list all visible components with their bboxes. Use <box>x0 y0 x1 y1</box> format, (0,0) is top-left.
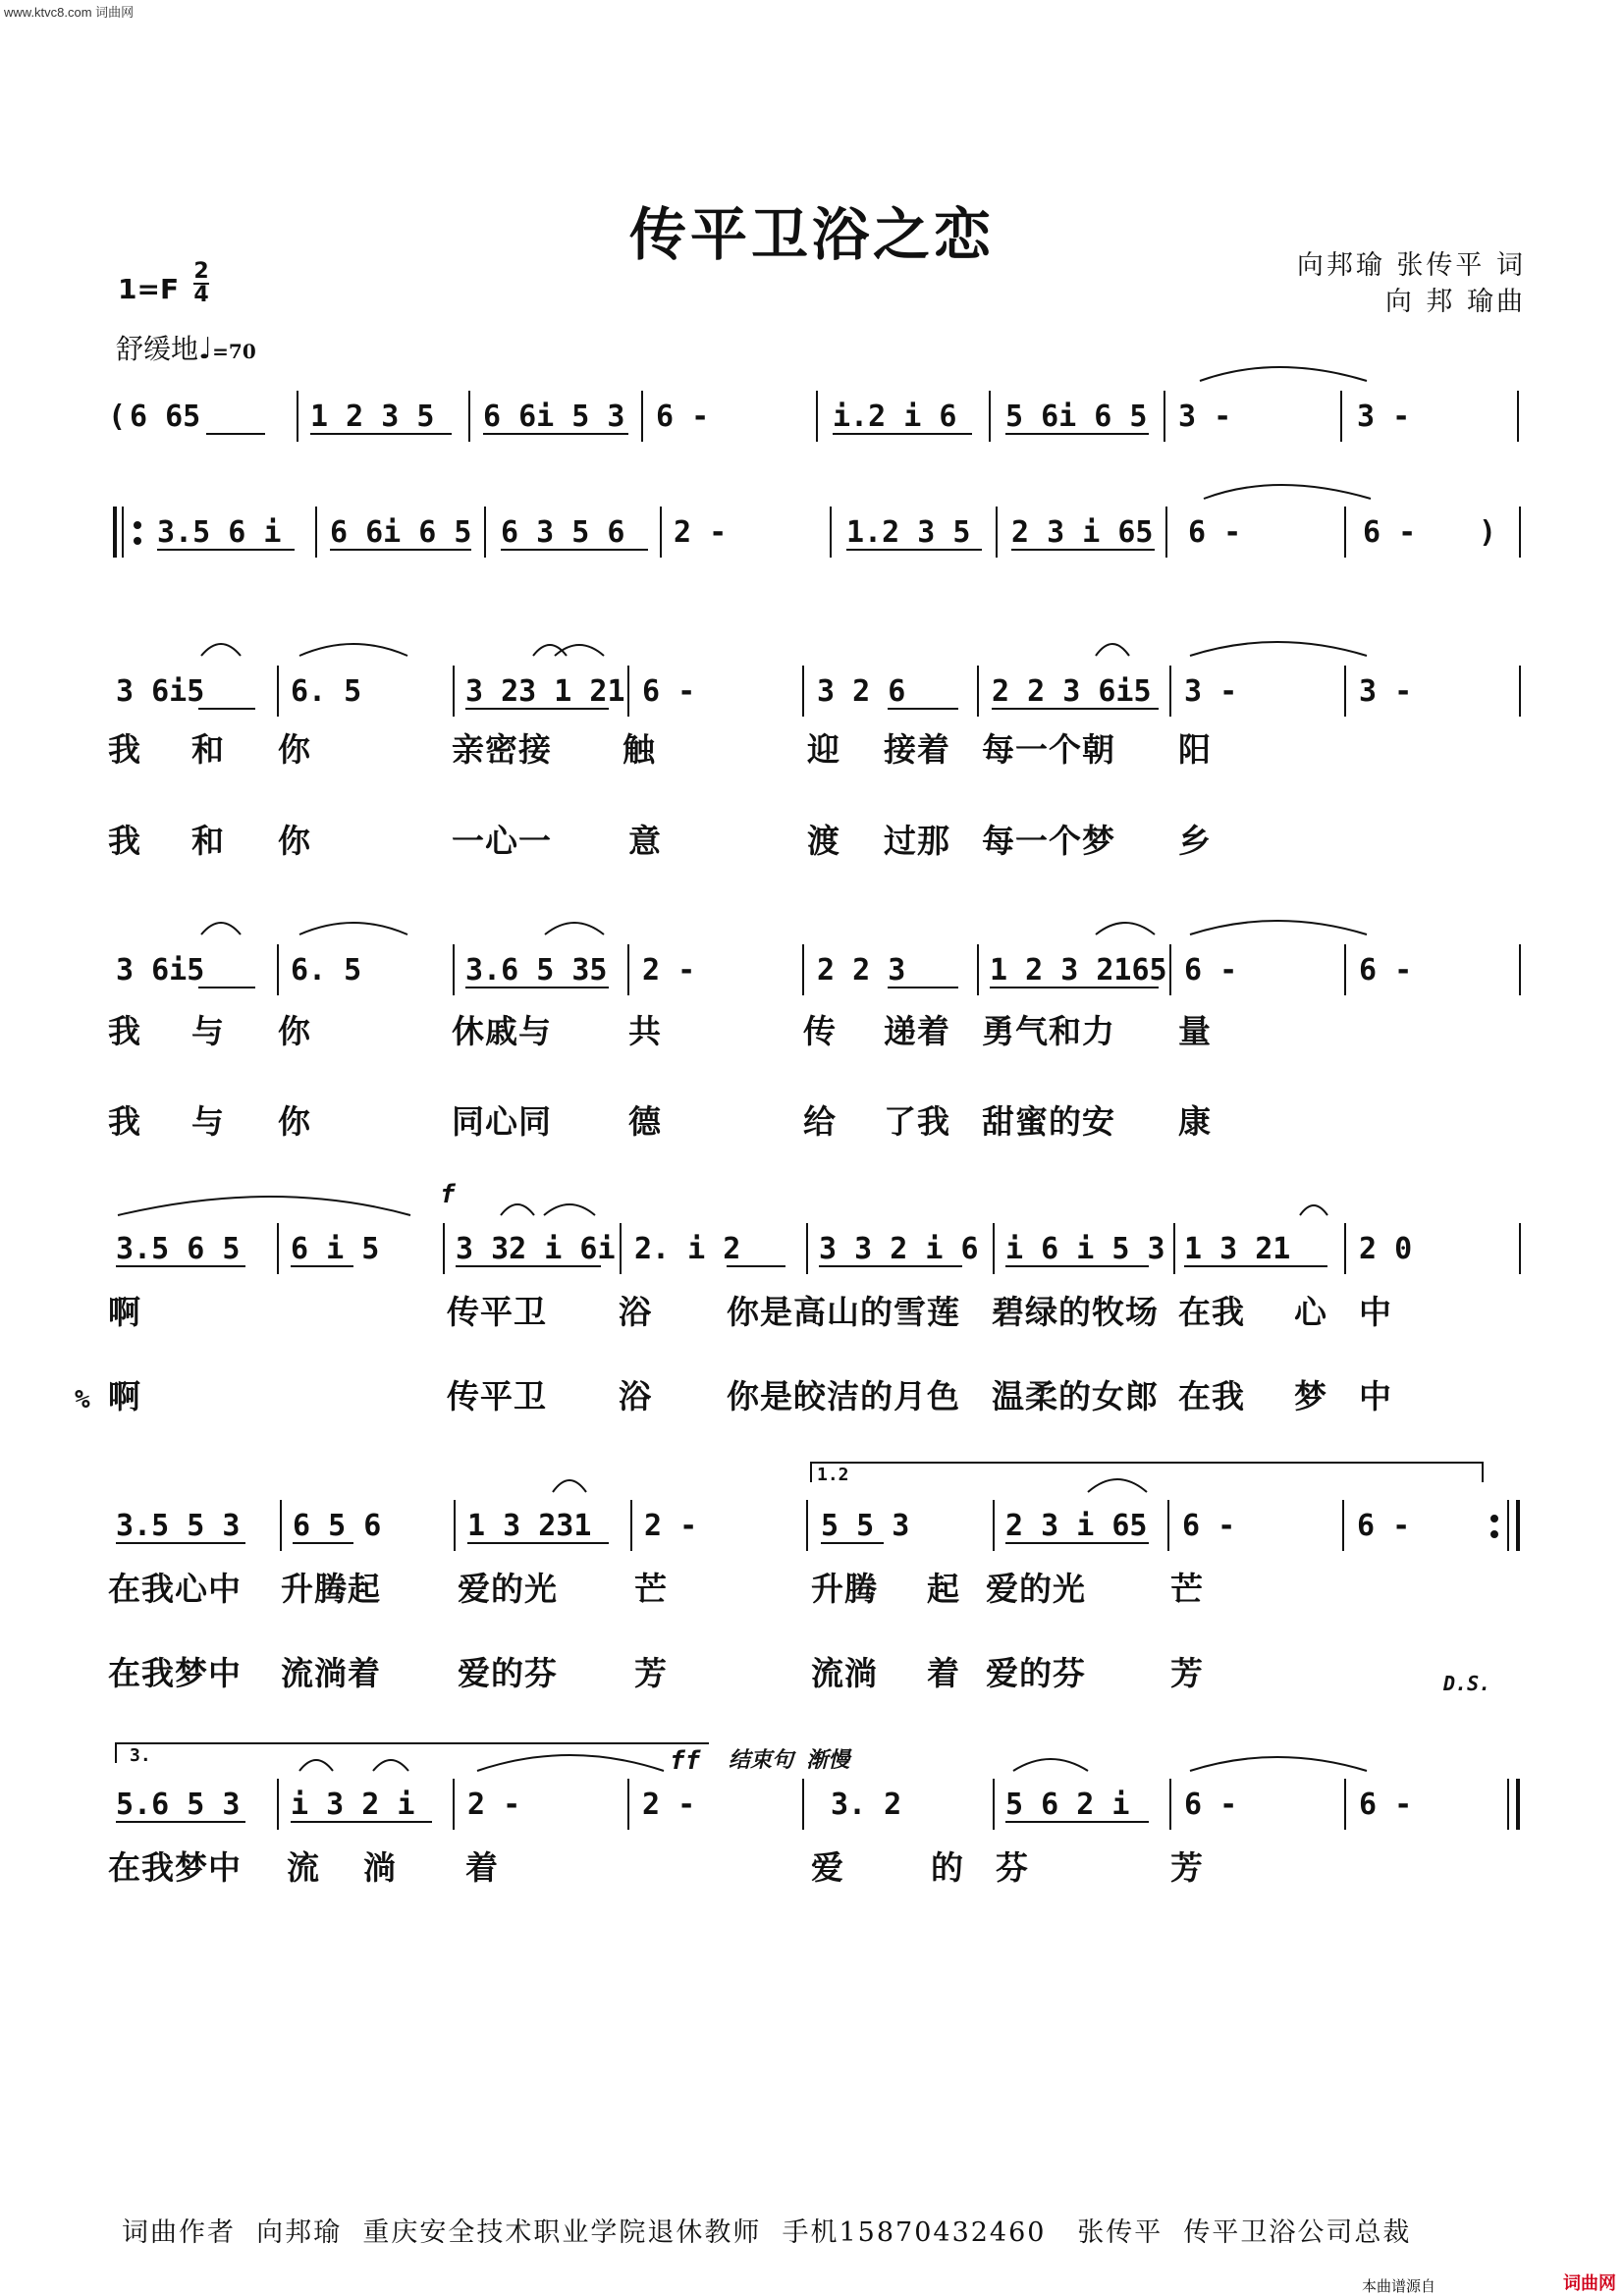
lyric: 爱的光 <box>458 1570 558 1608</box>
lyric: 渡 <box>807 822 840 860</box>
bar: 6 - <box>656 400 710 434</box>
bar: 3 - <box>1359 674 1413 709</box>
lyric: 每一个朝 <box>982 730 1115 769</box>
lyric: 与 <box>191 1102 225 1141</box>
ending-note: 结束句 渐慢 <box>729 1748 850 1773</box>
lyrics-chorus-a <box>108 1293 1392 1331</box>
notation-row-4 <box>116 953 1412 988</box>
dynamic-f: f <box>440 1180 456 1209</box>
source-label: 本曲谱源自 <box>1361 2277 1435 2295</box>
lyric: 了我 <box>884 1102 950 1141</box>
bar: 5 5 3 <box>821 1509 910 1543</box>
bar: 1 2 3 5 <box>310 400 435 434</box>
bar: 3 23 1 21 <box>465 674 625 709</box>
bar: 3.5 6 i <box>157 515 282 550</box>
lyrics-verse-2b <box>108 1102 1212 1141</box>
lyric: 在我梦中 <box>108 1654 242 1692</box>
bar: 1 3 231 <box>467 1509 592 1543</box>
lyric: 升腾 <box>811 1570 878 1608</box>
lyric: 爱的芬 <box>458 1654 558 1692</box>
lyric: 流 <box>287 1848 320 1887</box>
lyric: 休戚与 <box>452 1012 552 1050</box>
bar: 6 - <box>1363 515 1417 550</box>
notation-row-2 <box>157 515 1496 550</box>
bar: 2 0 <box>1359 1232 1413 1266</box>
lyric: 温柔的女郎 <box>992 1377 1159 1415</box>
lyric: 你是皎洁的月色 <box>727 1377 960 1415</box>
close-paren: ) <box>1479 515 1497 550</box>
bar: 5 6i 6 5 <box>1005 400 1148 434</box>
lyric: 浴 <box>619 1377 652 1415</box>
lyric: 在我 <box>1178 1293 1245 1331</box>
bar: 3 32 i 6i <box>456 1232 616 1266</box>
bar: 3.5 6 5 <box>116 1232 241 1266</box>
lyric: 传平卫 <box>447 1293 547 1331</box>
lyric: 在我梦中 <box>108 1848 242 1887</box>
bar: i.2 i 6 <box>833 400 957 434</box>
bar: 6 5 6 <box>293 1509 382 1543</box>
repeat-dot <box>1490 1530 1498 1538</box>
lyric: 爱 <box>811 1848 844 1887</box>
lyric: 你是高山的雪莲 <box>727 1293 960 1331</box>
lyric: 心 <box>1294 1293 1327 1331</box>
lyric: 梦 <box>1294 1377 1327 1415</box>
lyric: 和 <box>191 730 225 769</box>
lyrics-ending <box>108 1848 1204 1887</box>
lyric: 递着 <box>884 1012 950 1050</box>
bar: 6 - <box>1359 1788 1413 1822</box>
lyric: 在我心中 <box>108 1570 242 1608</box>
lyric: 芳 <box>1170 1848 1204 1887</box>
bar: 6 - <box>1357 1509 1411 1543</box>
lyric: 甜蜜的安 <box>982 1102 1115 1141</box>
quarter-note-icon: ♩ <box>198 332 213 366</box>
lyric: 量 <box>1178 1012 1212 1050</box>
lyric: 着 <box>927 1654 960 1692</box>
lyric: 起 <box>927 1570 960 1608</box>
bar: 1.2 3 5 <box>846 515 971 550</box>
lyric: 爱的光 <box>986 1570 1086 1608</box>
lyric: 我 <box>108 730 141 769</box>
bar: 6 - <box>1184 953 1238 988</box>
lyric: 流淌着 <box>281 1654 381 1692</box>
volta-brackets <box>116 1463 1483 1763</box>
lyric: 我 <box>108 1012 141 1050</box>
notation-row-6 <box>116 1509 1410 1543</box>
lyric: 芒 <box>1170 1570 1204 1608</box>
lyric: 传平卫 <box>447 1377 547 1415</box>
bar: 2 2 3 6i5 <box>992 674 1152 709</box>
dynamic-ff: ff <box>670 1746 701 1776</box>
lyric: 阳 <box>1178 730 1212 769</box>
lyric: 每一个梦 <box>982 822 1115 860</box>
lyric: 的 <box>931 1848 964 1887</box>
bar: 5.6 5 3 <box>116 1788 241 1822</box>
volta-3: 3. <box>130 1745 151 1766</box>
lyric: 亲密接 <box>452 730 552 769</box>
lyric: 碧绿的牧场 <box>992 1293 1159 1331</box>
bar: 6 6i 6 5 <box>330 515 472 550</box>
lyric: 升腾起 <box>281 1570 381 1608</box>
segno-icon: % <box>75 1385 91 1415</box>
lyric: 和 <box>191 822 225 860</box>
bar: 3.5 5 3 <box>116 1509 241 1543</box>
bar: 2 - <box>642 953 696 988</box>
lyric: 着 <box>465 1848 499 1887</box>
bar: 3 - <box>1184 674 1238 709</box>
lyric: 我 <box>108 822 141 860</box>
bar: 6 - <box>1182 1509 1236 1543</box>
volta-12: 1.2 <box>817 1465 849 1485</box>
footer-credits: 词曲作者 向邦瑜 重庆安全技术职业学院退休教师 手机15870432460 张传平 传平卫浴公司总裁 <box>122 2217 1412 2248</box>
lyric: 你 <box>278 1012 311 1050</box>
lyric: 乡 <box>1178 822 1212 860</box>
tempo-text: 舒缓地 <box>116 333 199 365</box>
notation-row-3 <box>116 674 1412 709</box>
lyrics-bridge-a <box>108 1570 1204 1608</box>
ds-marking: D.S. <box>1443 1672 1491 1695</box>
bar: 2 3 i 65 <box>1011 515 1154 550</box>
lyric: 给 <box>803 1102 837 1141</box>
lyrics-verse-1b <box>108 822 1212 860</box>
lyric: 德 <box>628 1102 662 1141</box>
lyric: 同心同 <box>452 1102 552 1141</box>
bar: 3. 2 <box>831 1788 902 1822</box>
lyrics-verse-2a <box>108 1012 1212 1050</box>
lyric: 芬 <box>996 1848 1029 1887</box>
bar: 6 - <box>1359 953 1413 988</box>
bar: 2 - <box>674 515 728 550</box>
lyric: 在我 <box>1178 1377 1245 1415</box>
lyric: 芒 <box>634 1570 668 1608</box>
lyric: 过那 <box>884 822 950 860</box>
bar: 3 6i5 <box>116 674 205 709</box>
lyric: 淌 <box>363 1848 397 1887</box>
lyric: 浴 <box>619 1293 652 1331</box>
watermark: www.ktvc8.com 词曲网 <box>4 5 135 20</box>
repeat-dot <box>134 537 141 545</box>
lyric: 触 <box>623 730 656 769</box>
bar: 6 3 5 6 <box>501 515 625 550</box>
lyric: 迎 <box>807 730 840 769</box>
repeat-dot <box>134 521 141 529</box>
bar: 6. 5 <box>291 953 362 988</box>
lyric: 爱的芬 <box>986 1654 1086 1692</box>
lyric: 传 <box>803 1012 837 1050</box>
bar: 2 - <box>642 1788 696 1822</box>
lyric: 勇气和力 <box>982 1012 1115 1050</box>
lyric: 你 <box>278 1102 311 1141</box>
bar: 2 - <box>644 1509 698 1543</box>
bar: 1 3 21 <box>1184 1232 1291 1266</box>
lyric: 芳 <box>1170 1654 1204 1692</box>
song-title: 传平卫浴之恋 <box>628 201 995 268</box>
bar: 3 3 2 i 6 <box>819 1232 979 1266</box>
bar: i 6 i 5 3 <box>1005 1232 1165 1266</box>
bar: 6. 5 <box>291 674 362 709</box>
bar: 6 i 5 <box>291 1232 380 1266</box>
lyrics-chorus-b <box>75 1377 1392 1415</box>
bar: 3 2 6 <box>817 674 906 709</box>
lyric: 芳 <box>634 1654 668 1692</box>
bar: 3 - <box>1357 400 1411 434</box>
composer-credit: 向 邦 瑜曲 <box>1384 287 1526 317</box>
lyric: 你 <box>278 822 311 860</box>
lyrics-bridge-b <box>108 1654 1204 1692</box>
notation-row-7 <box>116 1788 1412 1822</box>
lyric: 与 <box>191 1012 225 1050</box>
notation-row-5 <box>116 1232 1412 1266</box>
lyric: 康 <box>1178 1102 1212 1141</box>
lyric: 一心一 <box>452 822 552 860</box>
open-paren: ( <box>108 400 127 434</box>
brand-logo[interactable]: 词曲网 <box>1563 2273 1616 2294</box>
time-top: 2 <box>193 259 209 284</box>
bar: 6 - <box>1188 515 1242 550</box>
tempo-bpm: =70 <box>212 340 256 363</box>
lyric: 我 <box>108 1102 141 1141</box>
time-bottom: 4 <box>193 283 209 307</box>
lyrics <box>75 730 1392 1887</box>
bar: 2 3 i 65 <box>1005 1509 1148 1543</box>
ties <box>118 367 1371 1771</box>
lyric: 意 <box>628 822 662 860</box>
bar: 3 - <box>1178 400 1232 434</box>
notation-row-1 <box>108 400 1410 434</box>
lyric: 接着 <box>884 730 950 769</box>
lyrics-verse-1a <box>108 730 1212 769</box>
lyricist-credit: 向邦瑜 张传平 词 <box>1296 250 1526 281</box>
key-signature: 1=F <box>118 273 180 305</box>
repeat-dot <box>1490 1515 1498 1522</box>
lyric: 共 <box>628 1012 662 1050</box>
bar: 6 - <box>1184 1788 1238 1822</box>
lyric: 你 <box>278 730 311 769</box>
bar: 6 65 <box>130 400 201 434</box>
lyric: 中 <box>1359 1377 1392 1415</box>
bar: 2. i 2 <box>634 1232 741 1266</box>
bar: i 3 2 i <box>291 1788 415 1822</box>
bar: 6 6i 5 3 <box>483 400 625 434</box>
bar: 6 - <box>642 674 696 709</box>
lyric: 啊 <box>108 1377 141 1415</box>
bar: 2 2 3 <box>817 953 906 988</box>
lyric: 流淌 <box>811 1654 878 1692</box>
bar: 3 6i5 <box>116 953 205 988</box>
bar: 1 2 3 2165 <box>990 953 1167 988</box>
lyric: 中 <box>1359 1293 1392 1331</box>
bar: 3.6 5 35 <box>465 953 608 988</box>
lyric: 啊 <box>108 1293 141 1331</box>
bar: 5 6 2 i <box>1005 1788 1130 1822</box>
bar: 2 - <box>467 1788 521 1822</box>
